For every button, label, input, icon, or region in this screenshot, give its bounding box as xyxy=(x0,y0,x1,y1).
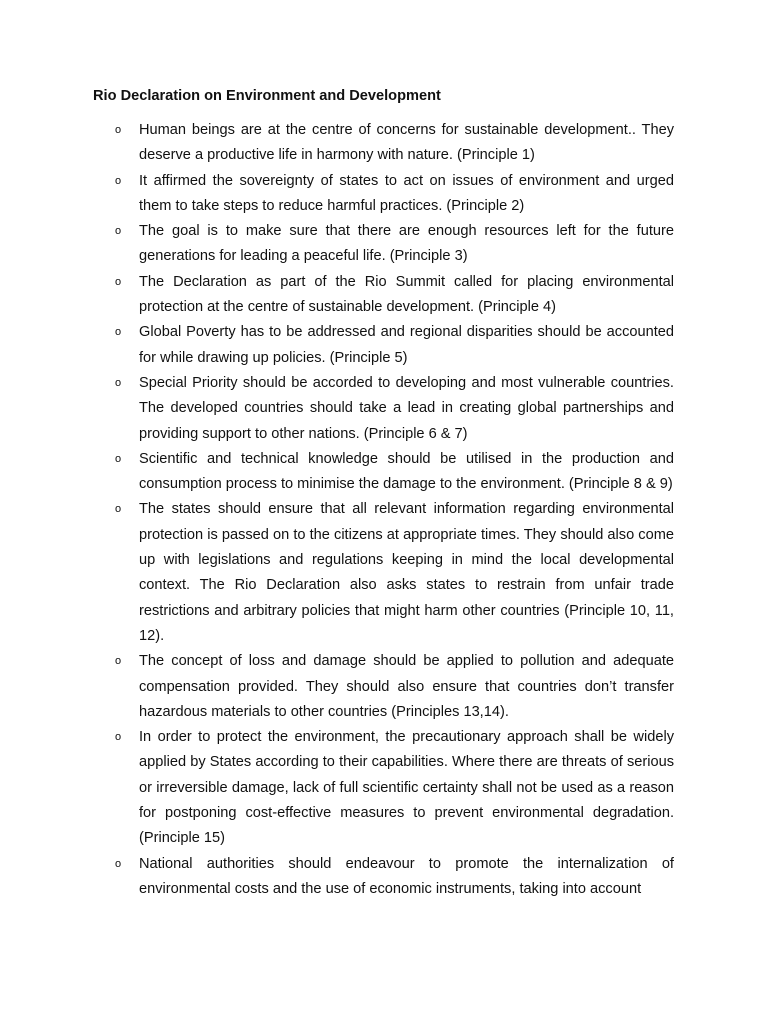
bullet-marker: o xyxy=(115,326,122,339)
list-item-text: In order to protect the environment, the precautionary approach shall be widely applied by States according to their capabilities. Where there are threats of serious or irreversible damage, lack of full scientific certainty shall not be used as a reason for postponing cost-effective measures to prevent environmental degradation. (Principle 15) xyxy=(139,729,674,847)
bullet-marker: o xyxy=(115,503,122,516)
list-item xyxy=(0,497,768,649)
list-item xyxy=(0,320,768,371)
bullet-marker: o xyxy=(115,275,122,288)
bullet-marker: o xyxy=(115,376,122,389)
list-item xyxy=(0,725,768,851)
document-title: Rio Declaration on Environment and Development xyxy=(93,88,441,104)
list-item-text: The states should ensure that all relevant information regarding environmental protection is passed on to the citizens at appropriate times. They should also come up with legislations and regulations keeping in mind the local developmental context. The Rio Declaration also asks states to restrain from unfair trade restrictions and arbitrary policies that might harm other countries (Principle 10, 11, 12). xyxy=(139,501,674,644)
list-item-text: Human beings are at the centre of concerns for sustainable development.. They deserve a productive life in harmony with nature. (Principle 1) xyxy=(139,122,674,164)
list-item xyxy=(0,118,768,169)
bullet-marker: o xyxy=(115,174,122,187)
principles-list xyxy=(0,118,768,902)
list-item xyxy=(0,219,768,270)
list-item-text: The goal is to make sure that there are enough resources left for the future generations for leading a peaceful life. (Principle 3) xyxy=(139,223,674,265)
bullet-marker: o xyxy=(115,225,122,238)
list-item xyxy=(0,371,768,447)
list-item-text: Special Priority should be accorded to developing and most vulnerable countries. The developed countries should take a lead in creating global partnerships and providing support to other nations. (Principle 6 & 7) xyxy=(139,374,674,442)
bullet-marker: o xyxy=(115,731,122,744)
bullet-marker: o xyxy=(115,124,122,136)
bullet-marker: o xyxy=(115,857,122,870)
list-item xyxy=(0,169,768,220)
list-item xyxy=(0,270,768,321)
list-item-text: National authorities should endeavour to promote the internalization of environmental costs and the use of economic instruments, taking into account xyxy=(139,855,674,897)
list-item xyxy=(0,852,768,903)
list-item-text: Global Poverty has to be addressed and regional disparities should be accounted for while drawing up policies. (Principle 5) xyxy=(139,324,674,366)
list-item-text: The Declaration as part of the Rio Summit called for placing environmental protection at the centre of sustainable development. (Principle 4) xyxy=(139,273,674,316)
bullet-marker: o xyxy=(115,452,122,465)
list-item-text: Scientific and technical knowledge should be utilised in the production and consumption process to minimise the damage to the environment. (Principle 8 & 9) xyxy=(139,450,674,493)
list-item-text: The concept of loss and damage should be applied to pollution and adequate compensation provided. They should also ensure that countries don’t transfer hazardous materials to other countries (Principles 13,14). xyxy=(139,653,674,720)
bullet-marker: o xyxy=(115,655,122,668)
list-item xyxy=(0,649,768,725)
list-item-text: It affirmed the sovereignty of states to act on issues of environment and urged them to take steps to reduce harmful practices. (Principle 2) xyxy=(139,172,674,214)
list-item xyxy=(0,447,768,498)
